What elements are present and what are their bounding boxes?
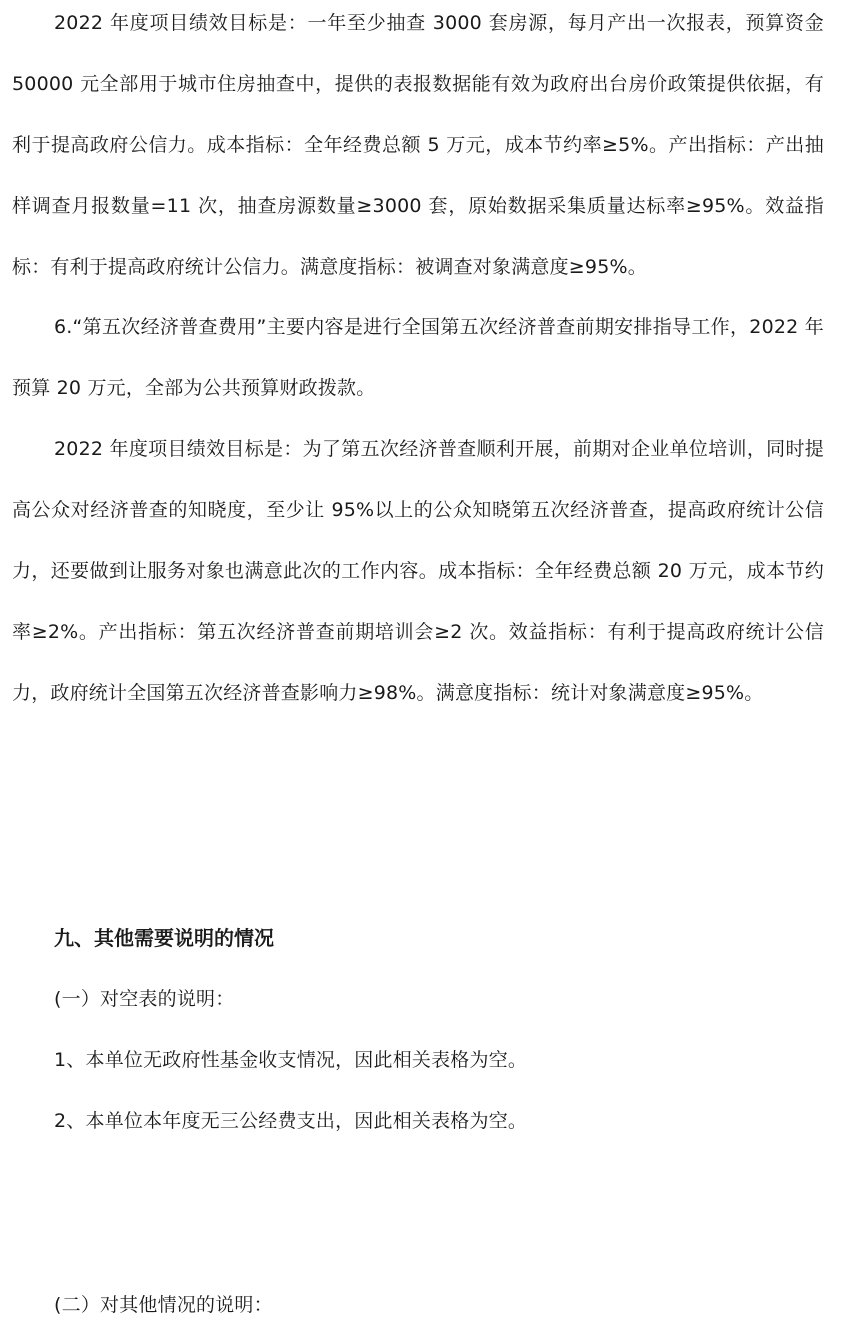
list-item: 1、本单位无政府性基金收支情况，因此相关表格为空。 <box>54 1049 528 1071</box>
paragraph-performance-goal-census: 2022 年度项目绩效目标是：为了第五次经济普查顺利开展，前期对企业单位培训，同时提高公众对经济普查的知晓度，至少让 95%以上的公众知晓第五次经济普查，提高政府统计公信力，还要做到让服务对象也满意此次的工作内容。成本指标：全年经费总额 20 万元，成本节约率≥2%。产出指标：第五次经济普查前期培训会≥2 次。效益指标：有利于提高政府统计公信力，政府统计全国第五次经济普查影响力≥98%。满意度指标：统计对象满意度≥95%。 <box>12 438 824 704</box>
subsection-empty-tables: (一）对空表的说明： <box>54 988 235 1010</box>
paragraph-performance-goal-housing: 2022 年度项目绩效目标是：一年至少抽查 3000 套房源，每月产出一次报表，预算资金 50000 元全部用于城市住房抽查中，提供的表报数据能有效为政府出台房价政策提供依据，有利于提高政府公信力。成本指标：全年经费总额 5 万元，成本节约率≥5%。产出指标：产出抽样调查月报数量=11 次，抽查房源数量≥3000 套，原始数据采集质量达标率≥95%。效益指标：有利于提高政府统计公信力。满意度指标：被调查对象满意度≥95%。 <box>12 12 824 278</box>
section-heading: 九、其他需要说明的情况 <box>54 926 274 950</box>
paragraph-economic-census-fee: 6.“第五次经济普查费用”主要内容是进行全国第五次经济普查前期安排指导工作，2022 年预算 20 万元，全部为公共预算财政拨款。 <box>12 316 824 399</box>
list-item: 2、本单位本年度无三公经费支出，因此相关表格为空。 <box>54 1110 528 1132</box>
subsection-other-notes: (二）对其他情况的说明： <box>54 1294 273 1316</box>
